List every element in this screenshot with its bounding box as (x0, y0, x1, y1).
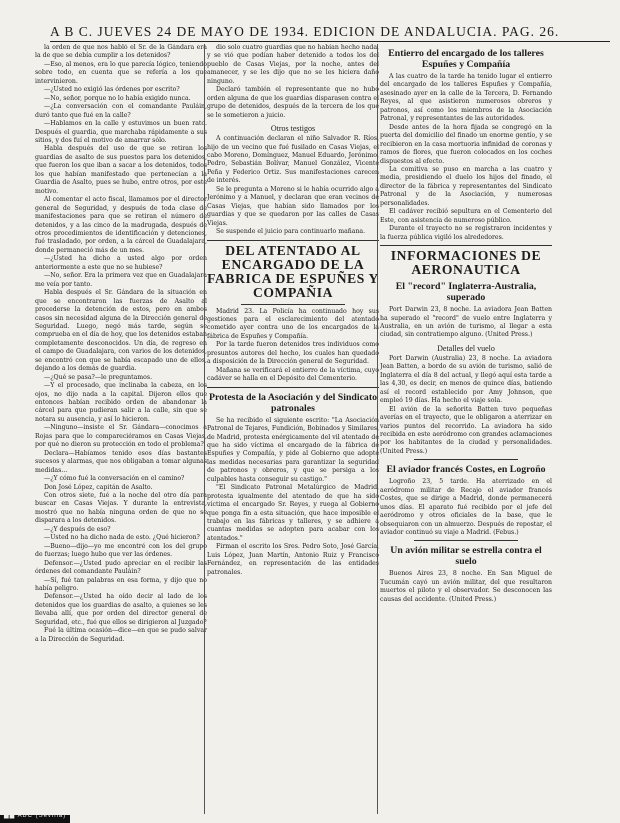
paragraph: Declara—Habíamos tenido esos días bastantes sucesos y alarmas, que nos obligaban a tomar algunas medidas... (35, 449, 207, 474)
protesta-headline: Protesta de la Asociación y del Sindicato patronales (209, 391, 377, 414)
atentado-text (207, 308, 379, 384)
paragraph: —¿Y cómo fué la conversación en el camino? (44, 475, 185, 483)
paragraph: —Ninguno—insiste el Sr. Gándara—conocimos a Rojas para que lo compareciéramos en Casas Viejas, por qué no dieron su protección en todo el problema? (35, 424, 207, 449)
paragraph: —Bueno—dijo—yo me encontré con los del grupo de fuerzas; luego hubo que ver las órdenes. (35, 542, 207, 559)
paragraph: Defensor.—¿Usted pudo apreciar en el recibir las órdenes del comandante Pauláin? (35, 559, 207, 576)
column-divider (204, 44, 205, 814)
paragraph: dio solo cuatro guardias que no habían hecho nada, y se vió que podían haber detenido a todos los del pueblo de Casas Viejas, por la noche, antes del amanecer, y se les dijo que no se les hiciera daño ninguno. (207, 44, 379, 85)
column-3 (380, 44, 552, 814)
paragraph: Logroño 23, 5 tarde. Ha aterrizado en el aeródromo militar de Recajo el aviador francés Costes, que se dirige a Madrid, donde permanecerá unos días. El aparato fué recibido por el jefe del aeródromo y otros oficiales de la base, que le obsequiaron con un almuerzo. Después de repostar, el aviador continuó su viaje a Madrid. (Febus.) (380, 478, 552, 537)
section-divider (207, 387, 379, 388)
paragraph: Durante el trayecto no se registraron incidentes y la fuerza pública vigiló los alrededores. (380, 225, 552, 241)
column-1 (35, 44, 207, 814)
paragraph: Declaró también el representante que no hubo orden alguna de que los guardias disparasen contra el grupo de detenidos, después de la tercera de los que se le sometieron a juicio. (207, 86, 379, 119)
paragraph: Don José López, capitán de Asalto. (44, 483, 153, 491)
paragraph: "El Sindicato Patronal Metalúrgico de Madrid, protesta igualmente del atentado de que ha sido víctima el encargado Sr. Reyes, y ruega al Gobierno que ponga fin a esta situación, que hace imposible el trabajo en las fábricas y talleres, y se adhiere a cuantas medidas se adopten para acabar con los atentados." (207, 484, 379, 542)
page-footer: ▇▇ ABC (Sevilla) (4, 813, 67, 819)
protesta-text (207, 417, 379, 578)
detalles-text (380, 355, 552, 456)
paragraph: El avión de la señorita Batten tuvo pequeñas averías en el trayecto, que le obligaron a aterrizar en varios puntos del recorrido. La aviadora ha sido recibida en este aeródromo con grandes aclamaciones por los habitantes de la ciudad y personalidades. (United Press.) (380, 405, 552, 455)
column-1-text (35, 44, 207, 644)
paragraph: —No, señor, porque no lo había exigido nunca. (44, 94, 191, 102)
column-divider (377, 44, 378, 814)
detalles-heading: Detalles del vuelo (437, 343, 495, 353)
otros-testigos-text (207, 135, 379, 236)
column-2-intro (207, 44, 379, 120)
paragraph: Desde antes de la hora fijada se congregó en la puerta del domicilio del finado un enorme gentío, y se recibieron en la casa mortuoria infinidad de coronas y ramos de flores, que fueron colocados en los coches dispuestos al efecto. (380, 123, 552, 165)
paragraph: Por la tarde fueron detenidos tres individuos como presuntos autores del hecho, los cuales han quedado a disposición de la Dirección general de Seguridad. (207, 341, 379, 366)
entierro-text (380, 73, 552, 242)
section-rule (414, 459, 517, 460)
paragraph: —Eso, al menos, era lo que parecía lógico, teniendo sobre todo, en cuenta que se refería a los que intervinieron. (35, 60, 207, 85)
paragraph: —Usted no ha dicho nada de esto. ¿Qué hicieron? (44, 534, 200, 542)
otros-testigos-heading: Otros testigos (270, 124, 316, 134)
costes-text (380, 478, 552, 537)
paragraph: —Y el procesado, que inclinaba la cabeza, en los ojos, no dijo nada a la capital. Dijeron ellos que entonces habían recibido orden de abandonar la cárcel para que pudieran salir a la calle, sin que se notara su ausencia, y así lo hicieron. (35, 382, 207, 423)
record-headline: El "record" Inglaterra-Australia, superado (395, 281, 537, 304)
paragraph: El cadáver recibió sepultura en el Cementerio del Este, con asistencia de numeroso público. (380, 208, 552, 224)
paragraph: Habla después el Sr. Gándara de la situación en que se encontraron las fuerzas de Asalto al procederse la detención de estos, pero en ambos casos sin necesidad alguna de la Dirección general de Seguridad. Luego, negó más tarde, según se comprueba en el día de hoy, que los detenidos estaban completamente desconocidos. Un día, de regreso en el campo de Guadalajara, con varios de los detenidos, se encontró con que se había escapado uno de ellos, dejando a los demás de guardia. (35, 289, 207, 373)
paragraph: A continuación declaran el niño Salvador R. Ríos, hijo de un vecino que fué fusilado en Casas Viejas, el cabo Moreno, Domínguez, Manuel Eduardo, Jerónimo, Pedro, Sebastián Bolívar, Manuel González, Vicente Peña y Federico Ortiz. Sus manifestaciones carecen de interés. (207, 135, 379, 185)
section-rule (414, 540, 517, 541)
paragraph: Habla después del uso de que se retiran los guardias de asalto de sus puestos para los detenidos, que fueron los que iban a sacar a los detenidos, todos los que habían manifestado que pertenecían a la Guardia de Asalto, pues se hubo, entre otros, por este motivo. (35, 145, 207, 195)
paragraph: —¿Qué se pasa?—le preguntamos. (44, 373, 153, 381)
paragraph: La comitiva se puso en marcha a las cuatro y media, presidiendo el duelo los hijos del finado, el director de la fábrica y representantes del Sindicato Patronal y de la Asociación, y numerosas personalidades. (380, 165, 552, 207)
paragraph: la orden de que nos habló el Sr. de la Gándara era la de que se debía cumplir a los detenidos? (35, 44, 207, 60)
paragraph: Buenos Aires 23, 8 noche. En San Miguel de Tucumán cayó un avión militar, del que resultaron muertos el piloto y el observador. Se desconocen las causas del accidente. (United Press.) (380, 570, 552, 603)
entierro-headline: Entierro del encargado de los talleres Espuñes y Compañía (388, 48, 544, 70)
atentado-headline: DEL ATENTADO AL ENCARGADO DE LA FABRICA DE ESPUÑES Y COMPAÑIA (207, 242, 379, 300)
column-2 (207, 44, 379, 814)
aeronautica-headline: INFORMACIONES DE AERONAUTICA (390, 248, 542, 278)
paragraph: Port Darwin (Australia) 23, 8 noche. La aviadora Jean Batten, a bordo de su avión de turismo, salió de Inglaterra el día 8 del actual, y llegó aquí esta tarde a las 4,30, es decir, en menos de quince días, batiendo así el record establecido por Amy Johnson, que empleó 19 días. Ha hecho el viaje sola. (380, 354, 552, 405)
paragraph: Se le pregunta a Moreno si le había ocurrido algo a Jerónimo y a Manuel, y declaran que eran vecinos de Casas Viejas, que habían sido llamados por los guardias y que se quedaron por las calles de Casas Viejas. (207, 185, 379, 227)
headline-rule (241, 304, 344, 305)
paragraph: —¿Y después de eso? (44, 525, 111, 533)
paragraph: —¿Usted ha dicho a usted algo por orden anteriormente a este que no se hubiese? (35, 255, 207, 271)
paragraph: —Hablamos en la calle y estuvimos un buen rato. Después el guardia, que marchaba rápidamente a sus sitios, y dos fuí el motivo de amarrar sólo. (35, 120, 207, 144)
paragraph: Se ha recibido el siguiente escrito: "La Asociación Patronal de Tejares, Fundición, Bobinados y Similares, de Madrid, protesta enérgicamente del vil atentado de que ha sido víctima el encargado de la fábrica de Espuñes y Compañía, y pide al Gobierno que adopte las medidas necesarias para garantizar la seguridad de patronos y obreros, y que se persiga a los culpables hasta conseguir su castigo." (207, 416, 379, 483)
paragraph: Se suspende el juicio para continuarlo mañana. (216, 228, 366, 236)
page-header: A B C. JUEVES 24 DE MAYO DE 1934. EDICION DE ANDALUCIA. PAG. 26. (50, 24, 610, 42)
paragraph: Fué la última ocasión—dice—en que se pudo salvar a la Dirección de Seguridad. (35, 627, 207, 643)
paragraph: Madrid 23. La Policía ha continuado hoy sus gestiones para el esclarecimiento del atentado cometido ayer contra uno de los encargados de la fábrica de Espuñes y Compañía. (207, 307, 379, 340)
paragraph: Mañana se verificará el entierro de la víctima, cuyo cadáver se halla en el Depósito del Cementerio. (207, 366, 379, 383)
paragraph: —¿Usted no exigió las órdenes por escrito? (44, 86, 180, 94)
paragraph: Defensor.—¿Usted ha oído decir al lado de los detenidos que los guardias de asalto, a quienes se les llevaba allí, que por orden del director general de Seguridad, etc., fué que ellos se dirigieron al Juzgado? (35, 593, 207, 626)
paragraph: Port Darwin 23, 8 noche. La aviadora Jean Batten ha superado el "record" de vuelo entre Inglaterra y Australia, en un avión de turismo, al llegar a esta ciudad, sin contratiempo alguno. (United Press.) (380, 306, 552, 339)
section-divider (207, 240, 379, 241)
paragraph: —No, señor. Era la primera vez que en Guadalajara me veía por tanto. (35, 272, 207, 288)
paragraph: Al comentar el acto fiscal, llamamos por el director general de Seguridad, y después de toda clase de manifestaciones para que se retiran el número de detenidos, y a las cinco de la madrugada, después de otros procedimientos de identificación y detenciones, fué trasladado, por orden, a la cárcel de Guadalajara, donde permaneció más de un mes. (35, 196, 207, 254)
costes-headline: El aviador francés Costes, en Logroño (386, 464, 546, 476)
paragraph: Con otros siete, fué a la noche del otro día para buscar en Casas Viejas. Y durante la entrevista, mostró que no había ninguna orden de que no se disparara a los detenidos. (35, 492, 207, 525)
paragraph: —¿La conversación con el comandante Pauláin, duró tanto que fué en la calle? (35, 103, 207, 119)
record-text (380, 306, 552, 340)
paragraph: Firman el escrito los Sres. Pedro Soto, José García, Luis López, Juan Martín, Antonio Ruiz y Francisco Fernández, en representación de las entidades patronales. (207, 543, 379, 576)
section-divider (380, 245, 552, 246)
avion-militar-headline: Un avión militar se estrella contra el suelo (390, 545, 542, 568)
paragraph: A las cuatro de la tarde ha tenido lugar el entierro del encargado de los talleres Espuñes y Compañía, asesinado ayer en la calle de la Tercera, D. Fernando Reyes, al que asistieron numerosos obreros y patronos, así como los miembros de la Asociación Patronal, y representantes de las autoridades. (380, 73, 552, 123)
paragraph: —Sí, fué tan palabras en esa forma, y dijo que no había peligro. (35, 576, 207, 592)
avion-militar-text (380, 570, 552, 604)
